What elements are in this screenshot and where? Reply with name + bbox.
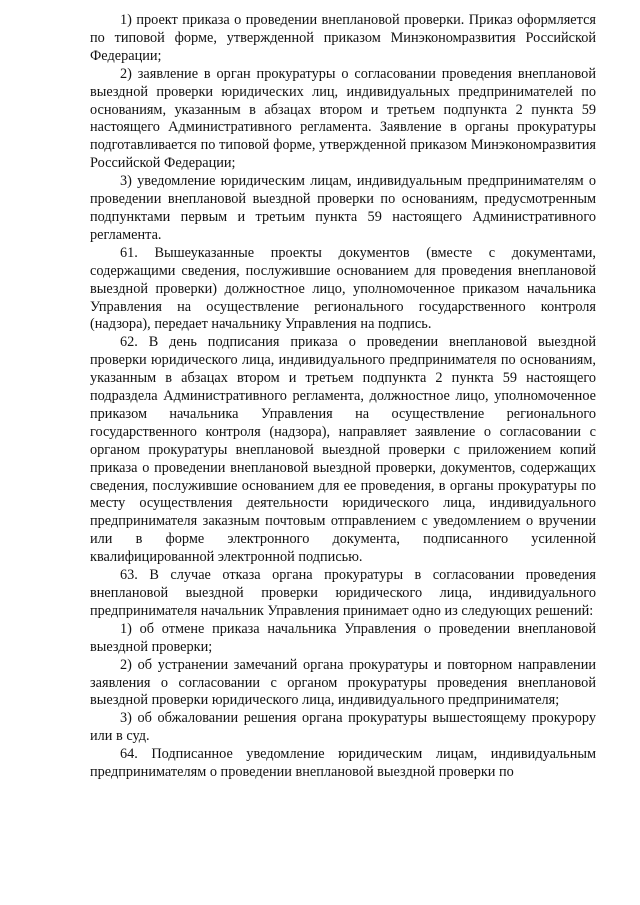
paragraph-clause-64: 64. Подписанное уведомление юридическим лицам, индивидуальным предпринимателям о проведении внеплановой выездной проверки по [90,746,596,781]
paragraph-decision-1: 1) об отмене приказа начальника Управления о проведении внеплановой выездной проверки; [90,620,596,655]
paragraph-item-1-project-order: 1) проект приказа о проведении внеплановой проверки. Приказ оформляется по типовой форме, утвержденной приказом Минэкономразвития Российской Федерации; [90,12,596,64]
paragraph-clause-62: 62. В день подписания приказа о проведении внеплановой выездной проверки юридического лица, индивидуального предпринимателя по основаниям, указанным в абзацах втором и третьем подпункта 2 пункта 59 настоящего подраздела Административного регламента, должностное лицо, уполномоченное приказом начальника Управления на осуществление регионального государственного контроля (надзора), направляет заявление о согласовании с органом прокуратуры внеплановой выездной проверки с приложением копий приказа о проведении внеплановой выездной проверки, документов, содержащих сведения, послужившие основанием для ее проведения, в органы прокуратуры по месту осуществления деятельности юридического лица, индивидуального предпринимателя заказным почтовым отправлением с уведомлением о вручении или в форме электронного документа, подписанного усиленной квалифицированной электронной подписью. [90,334,596,566]
paragraph-clause-63: 63. В случае отказа органа прокуратуры в согласовании проведения внеплановой выездной проверки юридического лица, индивидуального предпринимателя начальник Управления принимает одно из следующих решений: [90,567,596,619]
paragraph-clause-61: 61. Вышеуказанные проекты документов (вместе с документами, содержащими сведения, послужившие основанием для проведения внеплановой выездной проверки) должностное лицо, уполномоченное приказом начальника Управления на осуществление регионального государственного контроля (надзора), передает начальнику Управления на подпись. [90,244,596,333]
paragraph-item-3-notification: 3) уведомление юридическим лицам, индивидуальным предпринимателям о проведении внеплановой выездной проверки по основаниям, предусмотренным подпунктами первым и третьим пункта 59 настоящего Административного регламента. [90,173,596,243]
paragraph-decision-3: 3) об обжаловании решения органа прокуратуры вышестоящему прокурору или в суд. [90,710,596,745]
paragraph-decision-2: 2) об устранении замечаний органа прокуратуры и повторном направлении заявления о согласовании с органом прокуратуры проведения внеплановой выездной проверки юридического лица, индивидуального предпринимателя; [90,656,596,709]
paragraph-item-2-prosecutor-application: 2) заявление в орган прокуратуры о согласовании проведения внеплановой выездной проверки юридических лиц, индивидуальных предпринимателей по основаниям, указанным в абзацах втором и третьем подпункта 2 пункта 59 настоящего Административного регламента. Заявление в органы прокуратуры подготавливается по типовой форме, утвержденной приказом Минэкономразвития Российской Федерации; [90,65,596,172]
document-page [90,12,596,782]
